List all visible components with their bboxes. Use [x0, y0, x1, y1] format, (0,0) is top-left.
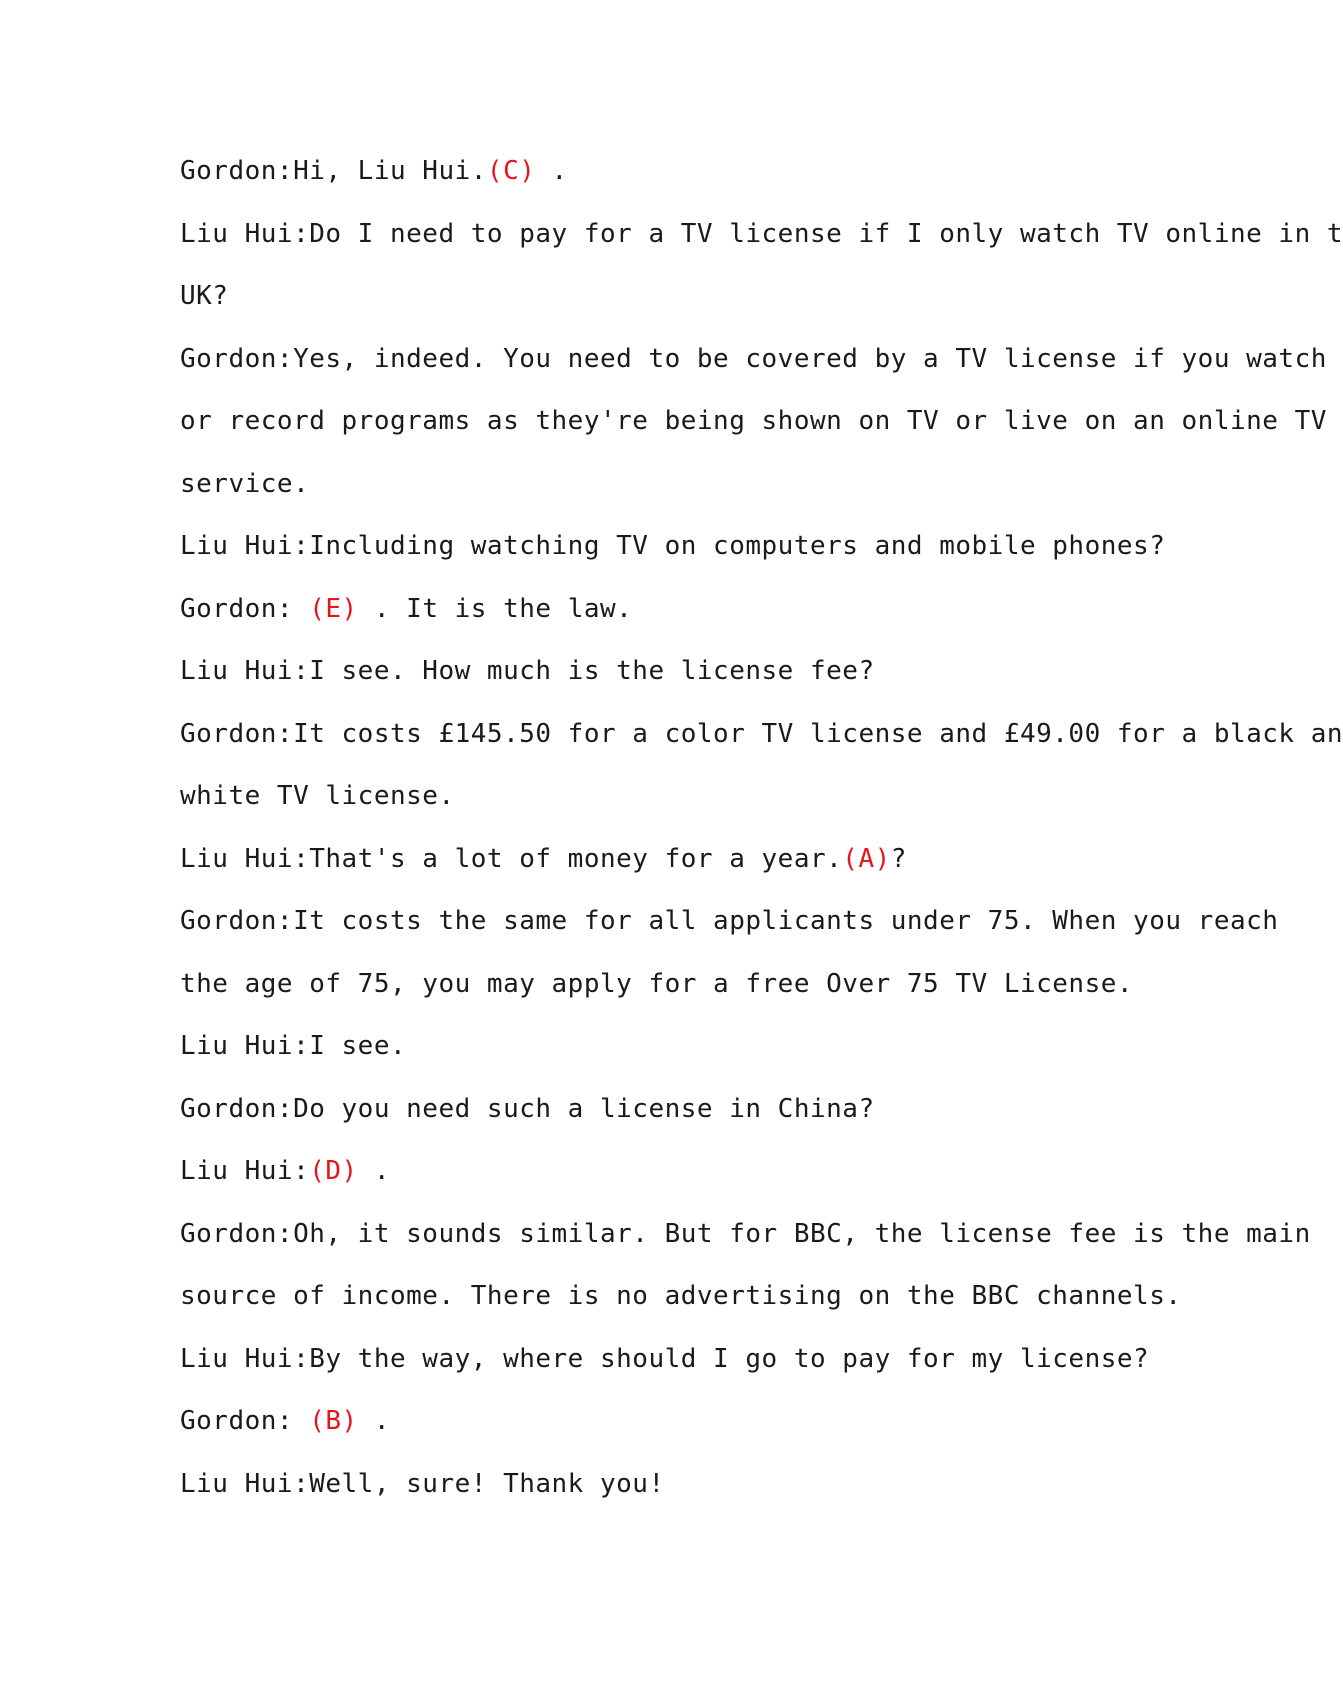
dialogue-line — [180, 1209, 1311, 1272]
line-text: Gordon:Oh, it sounds similar. But for BBC, the license fee is the main — [180, 1218, 1311, 1249]
dialogue-line — [180, 646, 1180, 709]
dialogue-line — [180, 584, 1180, 647]
line-text: Liu Hui:I see. How much is the license fee? — [180, 656, 875, 686]
dialogue-line — [180, 521, 1180, 584]
line-text-end: . — [357, 1156, 391, 1186]
line-text-end: . — [357, 1406, 391, 1436]
line-text: or record programs as they're being shown on TV or live on an online TV — [180, 406, 1327, 436]
dialogue-line — [180, 1146, 1180, 1209]
line-text: Gordon:It costs the same for all applicants under 75. When you reach — [180, 906, 1279, 936]
line-text-end: . It is the law. — [357, 593, 633, 624]
dialogue-line — [180, 896, 1279, 959]
line-text: Liu Hui:Including watching TV on computers and mobile phones? — [180, 531, 1166, 561]
line-text: Liu Hui:By the way, where should I go to pay for my license? — [180, 1343, 1150, 1374]
dialogue-line — [180, 146, 1180, 209]
answer-mark: (C) — [486, 156, 536, 186]
dialogue-line — [180, 1084, 1180, 1147]
line-text: Liu Hui:Do I need to pay for a TV license if I only watch TV online in t — [180, 218, 1343, 249]
line-text: white TV license. — [180, 781, 455, 811]
line-text: Gordon:Yes, indeed. You need to be covered by a TV license if you watch — [180, 343, 1327, 374]
answer-mark: (B) — [309, 1406, 358, 1436]
dialogue-line — [180, 1396, 1180, 1459]
dialogue-line — [180, 271, 1180, 334]
line-text: Liu Hui: — [180, 1156, 310, 1186]
line-text: Gordon:Hi, Liu Hui. — [180, 156, 487, 186]
dialogue-line — [180, 771, 1180, 834]
line-text-end: ? — [890, 843, 907, 874]
dialogue-line — [180, 959, 1180, 1022]
answer-mark: (A) — [842, 843, 891, 874]
dialogue-body — [180, 146, 1343, 1521]
line-text-end: . — [535, 156, 568, 186]
line-text: Gordon: — [180, 593, 310, 624]
dialogue-line — [180, 834, 1180, 897]
dialogue-line — [180, 1334, 1180, 1397]
dialogue-line — [180, 1459, 1180, 1522]
line-text: Liu Hui:I see. — [180, 1031, 407, 1061]
line-text: Gordon:It costs £145.50 for a color TV license and £49.00 for a black an — [180, 718, 1343, 749]
line-text: source of income. There is no advertising on the BBC channels. — [180, 1281, 1182, 1311]
line-text: the age of 75, you may apply for a free Over 75 TV License. — [180, 968, 1134, 999]
dialogue-line — [180, 459, 1180, 522]
dialogue-line — [180, 1271, 1180, 1334]
answer-mark: (D) — [309, 1156, 358, 1186]
line-text: service. — [180, 468, 310, 499]
line-text: Liu Hui:Well, sure! Thank you! — [180, 1468, 665, 1499]
dialogue-line — [180, 1021, 1180, 1084]
dialogue-line — [180, 396, 1327, 459]
dialogue-line — [180, 709, 1343, 772]
line-text: UK? — [180, 281, 229, 311]
line-text: Gordon: — [180, 1406, 310, 1436]
line-text: Gordon:Do you need such a license in China? — [180, 1093, 875, 1124]
dialogue-line — [180, 334, 1327, 397]
answer-mark: (E) — [309, 593, 358, 624]
line-text: Liu Hui:That's a lot of money for a year. — [180, 843, 843, 874]
dialogue-line — [180, 209, 1343, 272]
